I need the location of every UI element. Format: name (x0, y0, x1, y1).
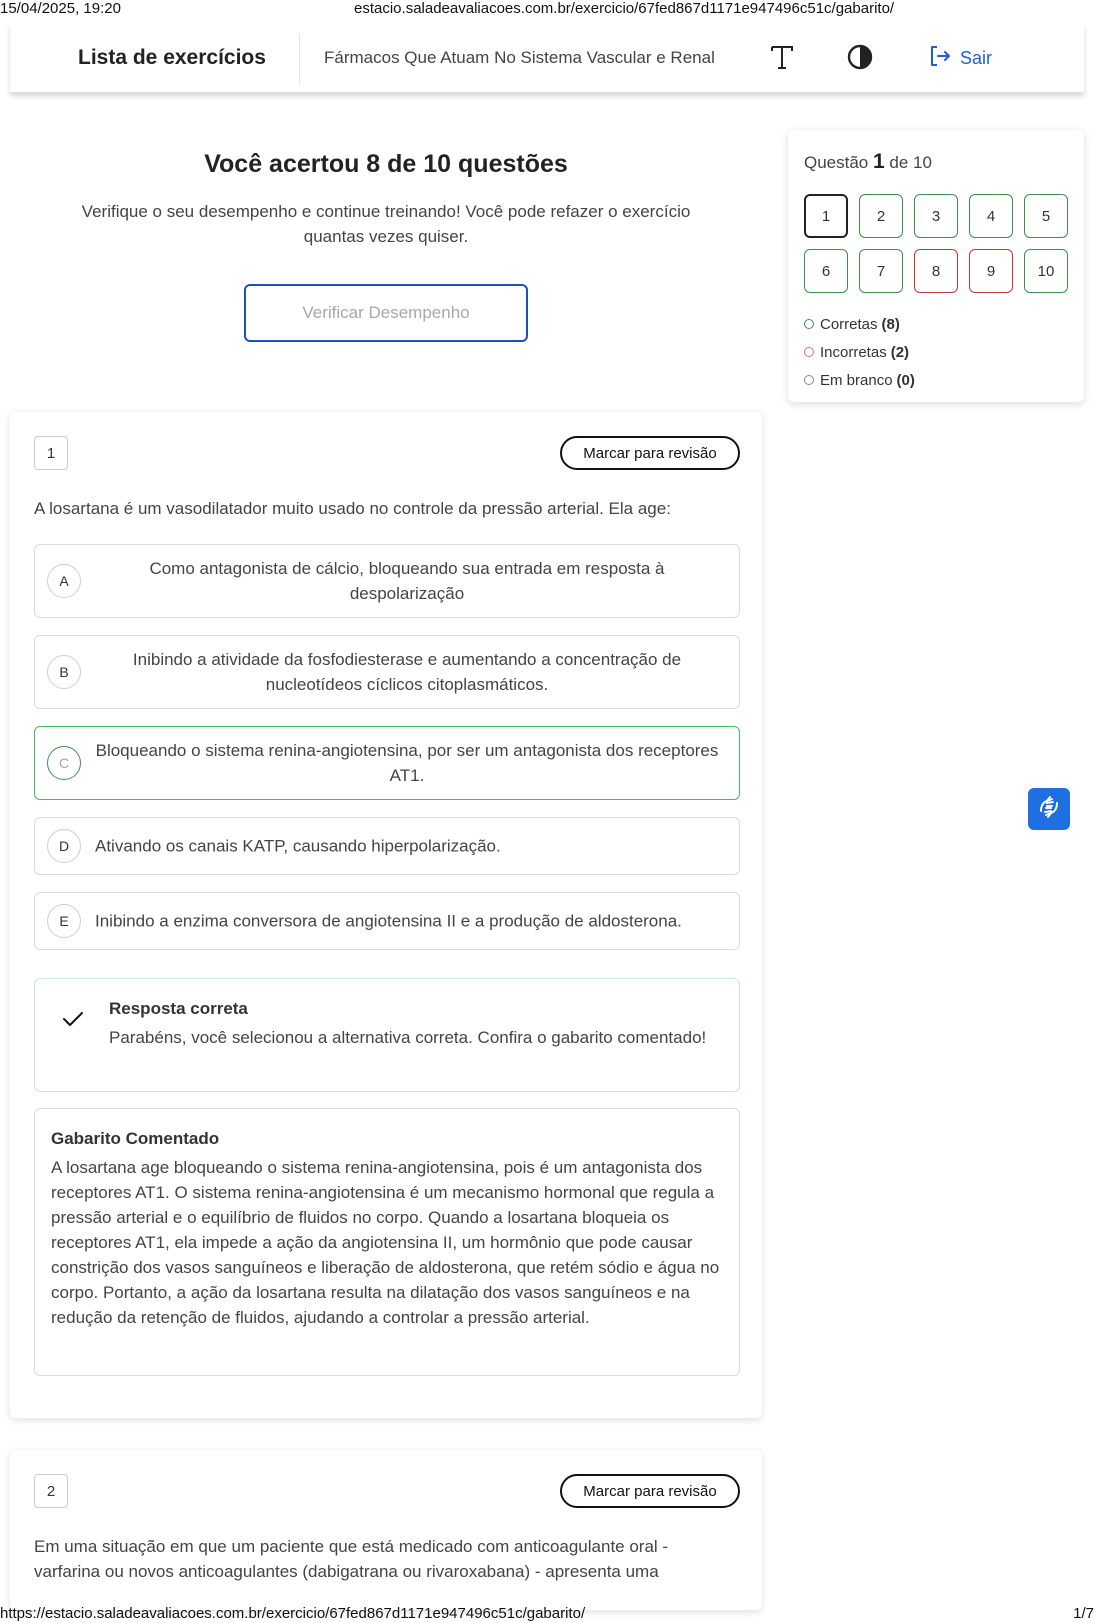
question-button-10[interactable]: 10 (1024, 249, 1068, 293)
verify-performance-button[interactable]: Verificar Desempenho (244, 284, 528, 342)
check-icon (61, 1007, 85, 1031)
option-letter: D (47, 829, 81, 863)
question-stem: Em uma situação em que um paciente que está medicado com anticoagulante oral - varfarina ou novos anticoagulantes (dabigatrana ou rivaroxabana) - apresenta uma (34, 1537, 669, 1581)
legend-correct (804, 310, 915, 338)
option-d[interactable] (34, 817, 740, 875)
option-text: Inibindo a enzima conversora de angiotensina II e a produção de aldosterona. (95, 911, 682, 931)
question-button-5[interactable]: 5 (1024, 194, 1068, 238)
legend-incorrect-label: Incorretas (820, 343, 887, 361)
contrast-icon[interactable] (845, 42, 875, 72)
question-button-6[interactable]: 6 (804, 249, 848, 293)
legend-incorrect (804, 338, 915, 366)
option-letter: B (47, 655, 81, 689)
question-button-4[interactable]: 4 (969, 194, 1013, 238)
legend-blank (804, 366, 915, 394)
question-stem: A losartana é um vasodilatador muito usado no controle da pressão arterial. Ela age: (34, 499, 671, 518)
sign-language-icon (1035, 793, 1063, 826)
top-bar (10, 24, 1084, 92)
navigator-suffix: de 10 (889, 153, 932, 172)
explanation-text: A losartana age bloqueando o sistema renina-angiotensina, pois é um antagonista dos receptores AT1. O sistema renina-angiotensina é um mecanismo hormonal que regula a pressão arterial e o equilíbrio de fluidos no corpo. Quando a losartana bloqueia os receptores AT1, ela impede a ação da angiotensina II, um hormônio que pode causar constrição dos vasos sanguíneos e liberação de aldosterona, que retém sódio e água no corpo. Portanto, a ação da losartana resulta na dilatação dos vasos sanguíneos e na redução da retenção de fluidos, ajudando a controlar a pressão arterial. (51, 1158, 720, 1327)
option-text: Inibindo a atividade da fosfodiesterase e aumentando a concentração de nucleotídeos cíclicos citoplasmáticos. (132, 650, 682, 694)
question-navigator (788, 130, 1084, 402)
legend-blank-count: (0) (896, 371, 915, 389)
mark-for-review-button[interactable]: Marcar para revisão (560, 436, 740, 470)
legend-correct-count: (8) (881, 315, 900, 333)
legend-blank-label: Em branco (820, 371, 893, 389)
question-button-2[interactable]: 2 (859, 194, 903, 238)
logout-button[interactable] (928, 44, 992, 73)
option-c[interactable] (34, 726, 740, 800)
feedback-title: Resposta correta (109, 999, 248, 1018)
page-title: Lista de exercícios (78, 46, 266, 69)
question-button-8[interactable]: 8 (914, 249, 958, 293)
option-e[interactable] (34, 892, 740, 950)
option-letter: A (47, 564, 81, 598)
print-url: estacio.saladeavaliacoes.com.br/exercicio/67fed867d1171e947496c51c/gabarito/ (354, 0, 895, 17)
question-number: 1 (34, 436, 68, 470)
blank-dot-icon (804, 375, 814, 385)
print-footer-url: https://estacio.saladeavaliacoes.com.br/exercicio/67fed867d1171e947496c51c/gabarito/ (0, 1605, 586, 1622)
option-a[interactable] (34, 544, 740, 618)
question-button-1[interactable]: 1 (804, 194, 848, 238)
result-title: Você acertou 8 de 10 questões (204, 150, 568, 178)
print-page-number: 1/7 (1073, 1605, 1094, 1622)
question-grid (804, 194, 1068, 293)
logout-icon (928, 44, 952, 73)
print-header (0, 0, 1094, 18)
legend-incorrect-count: (2) (890, 343, 910, 361)
legend-correct-label: Corretas (820, 315, 878, 333)
question-card-1 (10, 412, 762, 1418)
question-card-2 (10, 1450, 762, 1610)
result-description: Verifique o seu desempenho e continue treinando! Você pode refazer o exercício quantas vezes quiser. (81, 202, 691, 246)
status-legend (804, 310, 915, 394)
option-letter: E (47, 904, 81, 938)
option-text: Como antagonista de cálcio, bloqueando sua entrada em resposta à despolarização (149, 559, 665, 603)
logout-label: Sair (960, 48, 993, 68)
option-b[interactable] (34, 635, 740, 709)
question-button-9[interactable]: 9 (969, 249, 1013, 293)
option-text: Bloqueando o sistema renina-angiotensina, por ser um antagonista dos receptores AT1. (95, 741, 719, 785)
question-button-7[interactable]: 7 (859, 249, 903, 293)
correct-dot-icon (804, 319, 814, 329)
subject-title: Fármacos Que Atuam No Sistema Vascular e Renal (324, 48, 715, 67)
mark-for-review-button[interactable]: Marcar para revisão (560, 1474, 740, 1508)
option-text: Ativando os canais KATP, causando hiperpolarização. (95, 836, 501, 856)
sign-language-button[interactable] (1028, 788, 1070, 830)
answer-explanation (34, 1108, 740, 1376)
print-footer (0, 1603, 1094, 1623)
result-summary (10, 150, 762, 249)
navigator-title (804, 150, 932, 174)
feedback-text: Parabéns, você selecionou a alternativa correta. Confira o gabarito comentado! (109, 1028, 707, 1047)
question-button-3[interactable]: 3 (914, 194, 958, 238)
navigator-current: 1 (873, 150, 885, 173)
incorrect-dot-icon (804, 347, 814, 357)
option-letter: C (47, 746, 81, 780)
question-number: 2 (34, 1474, 68, 1508)
answer-feedback (34, 978, 740, 1092)
explanation-title: Gabarito Comentado (51, 1129, 220, 1148)
print-datetime: 15/04/2025, 19:20 (0, 0, 121, 17)
navigator-prefix: Questão (804, 153, 869, 172)
text-size-icon[interactable] (767, 42, 797, 72)
header-divider (299, 34, 300, 84)
